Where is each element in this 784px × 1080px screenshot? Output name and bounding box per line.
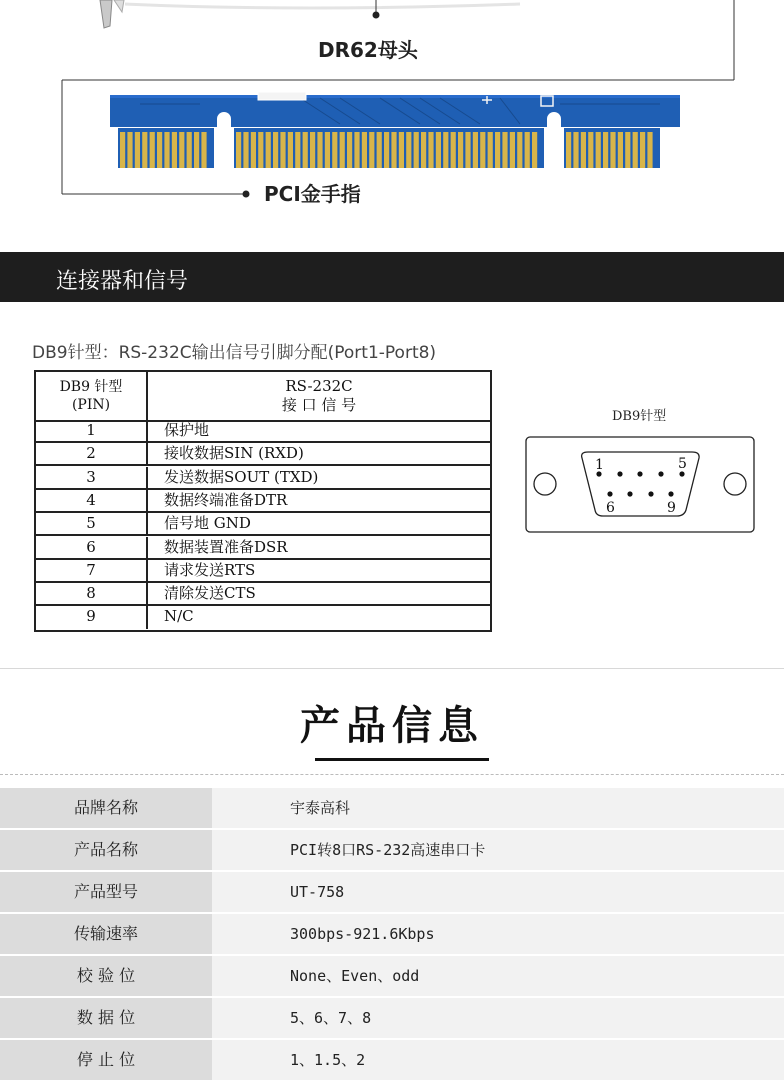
table-row	[36, 606, 490, 629]
info-label: 品牌名称	[0, 788, 212, 828]
info-row	[0, 788, 784, 828]
signal-cell: 接收数据SIN (RXD)	[164, 444, 304, 463]
pin-label-5: 5	[678, 456, 687, 472]
info-value: 5、6、7、8	[290, 1009, 372, 1027]
header-pin-line1: DB9 针型	[59, 379, 123, 395]
pin-number-cell: 3	[36, 467, 148, 488]
pin-7	[627, 491, 632, 496]
table-row	[36, 420, 490, 443]
divider	[0, 668, 784, 669]
info-row	[0, 830, 784, 870]
section-title: 连接器和信号	[56, 269, 189, 294]
pin-number-cell: 6	[36, 537, 148, 558]
product-info-title: 产品信息	[300, 703, 484, 749]
table-row	[36, 583, 490, 606]
signal-cell: 保护地	[164, 421, 210, 439]
pin-number-cell: 9	[36, 606, 148, 629]
table-row	[36, 560, 490, 583]
pin-3	[637, 471, 642, 476]
info-value: None、Even、odd	[290, 967, 420, 985]
pin-8	[648, 491, 653, 496]
pin-5	[679, 471, 684, 476]
table-row	[36, 467, 490, 490]
section-header-bar	[0, 252, 784, 302]
pin-assignment-table	[34, 370, 492, 632]
signal-cell: N/C	[164, 607, 194, 626]
header-pin-column	[36, 372, 148, 420]
table-row	[36, 513, 490, 536]
pci-gold-finger-label: PCI金手指	[264, 182, 361, 206]
info-label: 数 据 位	[0, 998, 212, 1038]
pin-table-caption: DB9针型：RS-232C输出信号引脚分配(Port1-Port8)	[32, 343, 437, 363]
info-row	[0, 1040, 784, 1080]
header-signal-line1: RS-232C	[285, 377, 353, 395]
pin-2	[617, 471, 622, 476]
info-value: UT-758	[290, 883, 345, 901]
info-value: 300bps-921.6Kbps	[290, 925, 435, 943]
table-row	[36, 490, 490, 513]
info-value: 1、1.5、2	[290, 1051, 366, 1069]
info-row	[0, 998, 784, 1038]
table-row	[36, 537, 490, 560]
pin-number-cell: 4	[36, 490, 148, 511]
signal-cell: 数据终端准备DTR	[164, 490, 288, 509]
db9-connector-diagram	[520, 432, 760, 538]
pin-number-cell: 8	[36, 583, 148, 604]
info-value: 宇泰高科	[290, 799, 351, 817]
header-signal-line2: 接 口 信 号	[281, 396, 357, 414]
info-row	[0, 872, 784, 912]
signal-cell: 清除发送CTS	[164, 584, 256, 603]
info-row	[0, 956, 784, 996]
info-label: 校 验 位	[0, 956, 212, 996]
table-row	[36, 443, 490, 466]
signal-cell: 数据装置准备DSR	[164, 537, 288, 556]
pin-label-9: 9	[667, 500, 676, 516]
dr62-connector-label: DR62母头	[318, 38, 418, 62]
db9-diagram-title: DB9针型	[612, 409, 667, 424]
mount-hole-right	[724, 473, 746, 495]
pin-number-cell: 1	[36, 420, 148, 441]
info-label: 传输速率	[0, 914, 212, 954]
info-label: 产品名称	[0, 830, 212, 870]
pin-number-cell: 2	[36, 443, 148, 464]
mount-hole-left	[534, 473, 556, 495]
pin-4	[658, 471, 663, 476]
info-value: PCI转8口RS-232高速串口卡	[290, 841, 486, 859]
pin-label-6: 6	[606, 500, 615, 516]
info-label: 产品型号	[0, 872, 212, 912]
pin-number-cell: 5	[36, 513, 148, 534]
title-underline	[315, 758, 489, 761]
signal-cell: 发送数据SOUT (TXD)	[164, 467, 319, 486]
header-pin-line2: (PIN)	[71, 397, 111, 413]
signal-cell: 请求发送RTS	[164, 560, 256, 579]
pin-9	[668, 491, 673, 496]
table-header	[36, 372, 490, 422]
pin-label-1: 1	[595, 457, 604, 473]
header-signal-column	[148, 372, 490, 420]
dashed-divider	[0, 774, 784, 775]
pin-number-cell: 7	[36, 560, 148, 581]
signal-cell: 信号地 GND	[164, 514, 251, 533]
product-photo-area	[0, 0, 784, 252]
pin-6	[607, 491, 612, 496]
info-label: 停 止 位	[0, 1040, 212, 1080]
info-row	[0, 914, 784, 954]
